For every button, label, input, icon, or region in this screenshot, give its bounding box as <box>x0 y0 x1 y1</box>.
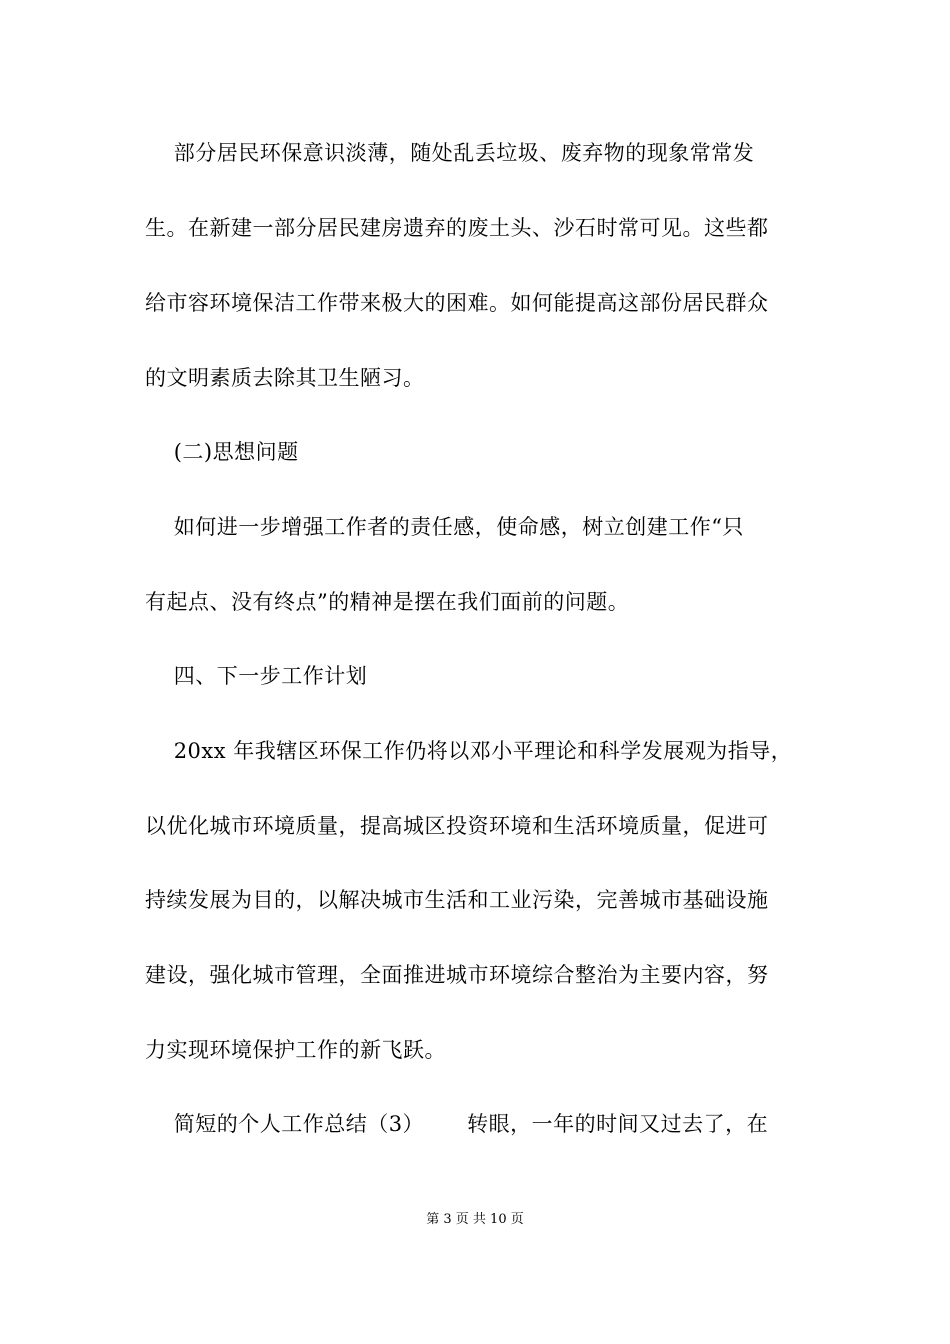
body-line: 建设，强化城市管理，全面推进城市环境综合整治为主要内容，努 <box>145 963 769 987</box>
body-line: 有起点、没有终点”的精神是摆在我们面前的问题。 <box>145 590 630 614</box>
body-line: 部分居民环保意识淡薄，随处乱丢垃圾、废弃物的现象常常发 <box>145 141 755 165</box>
body-line: 力实现环境保护工作的新飞跃。 <box>145 1038 446 1062</box>
body-line: 持续发展为目的，以解决城市生活和工业污染，完善城市基础设施 <box>145 888 769 912</box>
body-line: 简短的个人工作总结（3） 转眼，一年的时间又过去了，在 <box>145 1112 769 1136</box>
body-line: 给市容环境保洁工作带来极大的困难。如何能提高这部份居民群众 <box>145 291 769 315</box>
page-footer: 第 3 页 共 10 页 <box>426 1212 524 1227</box>
body-line: 的文明素质去除其卫生陋习。 <box>145 366 425 390</box>
body-line: 以优化城市环境质量，提高城区投资环境和生活环境质量，促进可 <box>145 814 769 838</box>
body-line: 如何进一步增强工作者的责任感，使命感，树立创建工作“只 <box>145 515 744 539</box>
body-line: 生。在新建一部分居民建房遗弃的废土头、沙石时常可见。这些都 <box>145 216 769 240</box>
section-heading: 四、下一步工作计划 <box>145 664 368 688</box>
section-heading: (二)思想问题 <box>145 440 299 464</box>
body-line: 20xx 年我辖区环保工作仍将以邓小平理论和科学发展观为指导， <box>145 739 793 763</box>
